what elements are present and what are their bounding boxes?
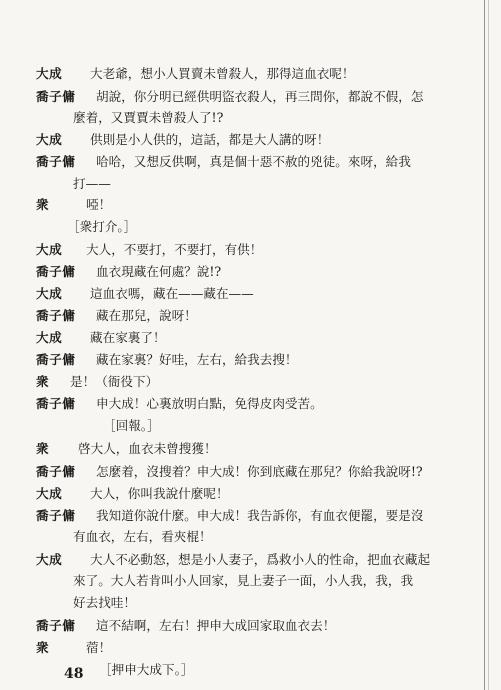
speaker-name: 喬子傭 [36,89,76,104]
dialogue-text: 胡說，你分明已經供明盜衣殺人，再三問你，都說不假，怎 [96,89,424,104]
dialogue-text: 啓大人，血衣未曾搜獲！ [78,441,217,456]
stage-direction: ［押申大成下。］ [99,662,194,677]
speaker-name: 喬子傭 [36,508,76,523]
dialogue-text: 是！（衙役下） [70,374,159,389]
speaker-name: 大成 [36,132,63,147]
speaker-name: 喬子傭 [36,618,76,633]
speaker-name: 衆 [36,441,50,456]
page-number: 48 [64,666,84,682]
dialogue-text: 藏在那兒，說呀！ [96,308,197,323]
speaker-name: 大成 [36,286,63,301]
speaker-name: 大成 [36,330,63,345]
dialogue-text: 血衣現藏在何處？說!? [96,264,222,279]
speaker-name: 喬子傭 [36,464,76,479]
dialogue-text: 藏在家裏了！ [90,330,166,345]
speaker-name: 大成 [36,242,63,257]
binding-edge-line [484,0,485,690]
dialogue-text: 怎麼着，沒搜着？申大成！你到底藏在那兒？你給我說呀!? [96,464,423,479]
dialogue-text: 蓿！ [86,640,112,655]
speaker-name: 喬子傭 [36,396,76,411]
speaker-name: 大成 [36,552,63,567]
dialogue-text: 大人不必動怒，想是小人妻子，爲救小人的性命，把血衣藏起 [90,552,431,567]
dialogue-text: 藏在家裏？好哇，左右，給我去搜！ [96,352,298,367]
dialogue-text: 大人，你叫我說什麼呢！ [90,486,229,501]
binding-edge-line [488,0,489,690]
stage-direction: ［衆打介。］ [67,219,137,234]
speaker-name: 喬子傭 [36,308,76,323]
speaker-name: 喬子傭 [36,352,76,367]
dialogue-text: 這不結啊，左右！押申大成回家取血衣去！ [96,618,336,633]
dialogue-text: 來了。大人若肯叫小人回家，見上妻子一面，小人我，我，我 [73,573,414,588]
speaker-name: 衆 [36,197,50,212]
dialogue-text: 打—— [73,176,111,191]
speaker-name: 衆 [36,640,50,655]
dialogue-text: 麼着，又賈賈未曾殺人了!? [73,110,224,125]
dialogue-text: 啞！ [86,197,112,212]
dialogue-text: 好去找哇！ [73,595,136,610]
speaker-name: 喬子傭 [36,154,76,169]
dialogue-text: 大老爺，想小人買賣未曾殺人，那得這血衣呢！ [90,66,355,81]
speaker-name: 大成 [36,66,63,81]
dialogue-text: 有血衣，左右，看夾棍！ [73,529,212,544]
dialogue-text: 這血衣嗎，藏在——藏在—— [90,286,254,301]
speaker-name: 大成 [36,486,63,501]
dialogue-text: 我知道你說什麼。申大成！我告訴你，有血衣便罷，要是沒 [96,508,424,523]
speaker-name: 喬子傭 [36,264,76,279]
dialogue-text: 供則是小人供的，這話，都是大人講的呀！ [90,132,330,147]
dialogue-text: 申大成！心裏放明白點，免得皮肉受苦。 [96,396,323,411]
speaker-name: 衆 [36,374,50,389]
dialogue-text: 大人，不要打，不要打，有供！ [86,242,263,257]
stage-direction: ［回報。］ [103,418,160,433]
dialogue-text: 哈哈，又想反供啊，真是個十惡不赦的兇徒。來呀，給我 [96,154,411,169]
